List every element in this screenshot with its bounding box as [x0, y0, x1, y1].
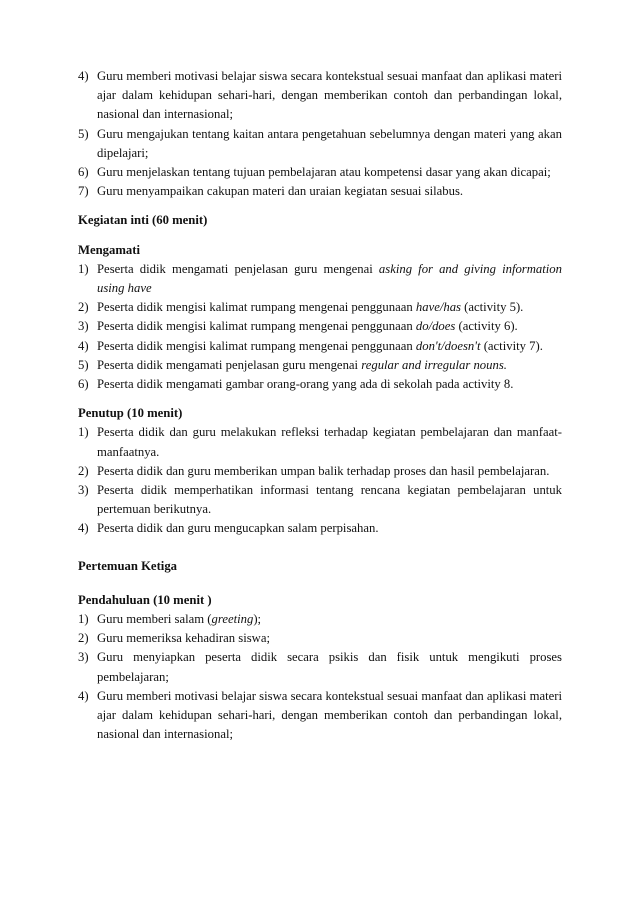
- item-number: 1): [78, 425, 89, 440]
- item-number: 3): [78, 319, 89, 334]
- item-emphasis: have/has: [415, 300, 461, 315]
- intro-list: [78, 67, 562, 201]
- list-item: [78, 260, 562, 298]
- list-item: [78, 298, 562, 317]
- item-number: 6): [78, 377, 89, 392]
- section-heading-pendahuluan: Pendahuluan (10 menit ): [78, 592, 212, 607]
- list-item: [78, 687, 562, 745]
- list-item: [78, 610, 562, 629]
- item-text-after: );: [253, 612, 262, 627]
- item-text: Guru memeriksa kehadiran siswa;: [97, 631, 270, 646]
- item-number: 6): [78, 165, 89, 180]
- list-item: [78, 375, 562, 394]
- list-item: [78, 462, 562, 481]
- item-text: Guru memberi salam (: [97, 612, 212, 627]
- list-item: [78, 356, 562, 375]
- item-number: 7): [78, 184, 89, 199]
- item-text: Guru memberi motivasi belajar siswa secara kontekstual sesuai manfaat dan aplikasi materi ajar dalam kehidupan sehari-hari, dengan memberikan contoh dan perbandingan lokal, nasional dan internasional;: [97, 688, 562, 742]
- penutup-list: [78, 423, 562, 538]
- item-text-after: (activity 6).: [455, 319, 518, 334]
- list-item: [78, 481, 562, 519]
- item-text: Peserta didik mengamati penjelasan guru mengenai: [97, 357, 362, 372]
- list-item: [78, 648, 562, 686]
- item-number: 4): [78, 688, 89, 703]
- item-number: 2): [78, 463, 89, 478]
- section-heading-penutup: Penutup (10 menit): [78, 406, 183, 421]
- list-item: [78, 182, 562, 201]
- item-number: 5): [78, 126, 89, 141]
- item-number: 3): [78, 483, 89, 498]
- item-number: 4): [78, 69, 89, 83]
- item-text: Guru menjelaskan tentang tujuan pembelajaran atau kompetensi dasar yang akan dicapai;: [97, 165, 551, 180]
- list-item: [78, 423, 562, 461]
- item-emphasis: don't/doesn't: [415, 338, 481, 353]
- item-text: Peserta didik mengisi kalimat rumpang mengenai penggunaan: [97, 319, 416, 334]
- item-number: 3): [78, 650, 89, 665]
- item-emphasis: greeting: [211, 612, 254, 627]
- list-item: [78, 317, 562, 336]
- item-text: Peserta didik dan guru melakukan refleksi terhadap kegiatan pembelajaran dan manfaat-manfaatnya.: [97, 425, 562, 459]
- item-text: Peserta didik mengisi kalimat rumpang mengenai penggunaan: [97, 338, 416, 353]
- item-number: 1): [78, 261, 89, 276]
- pendahuluan-list: [78, 610, 562, 744]
- item-text: Peserta didik dan guru mengucapkan salam perpisahan.: [97, 521, 379, 536]
- item-number: 4): [78, 338, 89, 353]
- item-emphasis: do/does: [415, 319, 456, 334]
- item-text: Peserta didik mengamati gambar orang-orang yang ada di sekolah pada activity 8.: [97, 377, 514, 392]
- item-text: Peserta didik mengisi kalimat rumpang mengenai penggunaan: [97, 300, 416, 315]
- item-text: Peserta didik mengamati penjelasan guru mengenai: [97, 261, 379, 276]
- item-text-after: (activity 7).: [480, 338, 543, 353]
- item-number: 5): [78, 357, 89, 372]
- list-item: [78, 125, 562, 163]
- item-number: 2): [78, 631, 89, 646]
- section-heading-kegiatan-inti: Kegiatan inti (60 menit): [78, 213, 208, 228]
- item-text: Guru memberi motivasi belajar siswa secara kontekstual sesuai manfaat dan aplikasi materi ajar dalam kehidupan sehari-hari, dengan memberikan contoh dan perbandingan lokal, nasional dan internasional;: [97, 69, 562, 122]
- section-heading-mengamati: Mengamati: [78, 242, 141, 257]
- item-text: Guru menyiapkan peserta didik secara psikis dan fisik untuk mengikuti proses pembelajaran;: [97, 650, 562, 684]
- document-page: [78, 67, 562, 745]
- list-item: [78, 629, 562, 648]
- list-item: [78, 519, 562, 538]
- item-text: Guru menyampaikan cakupan materi dan uraian kegiatan sesuai silabus.: [97, 184, 464, 199]
- list-item: [78, 337, 562, 356]
- item-emphasis: regular and irregular nouns.: [361, 357, 507, 372]
- item-number: 1): [78, 612, 89, 627]
- item-text-after: (activity 5).: [460, 300, 524, 315]
- list-item: [78, 163, 562, 182]
- mengamati-list: [78, 260, 562, 394]
- section-heading-pertemuan-ketiga: Pertemuan Ketiga: [78, 558, 178, 573]
- item-number: 4): [78, 521, 89, 536]
- item-text: Guru mengajukan tentang kaitan antara pengetahuan sebelumnya dengan materi yang akan dipelajari;: [97, 126, 562, 160]
- item-emphasis: asking for and giving information using have: [97, 261, 562, 296]
- item-text: Peserta didik memperhatikan informasi tentang rencana kegiatan pembelajaran untuk pertemuan berikutnya.: [97, 483, 562, 517]
- item-number: 2): [78, 300, 89, 315]
- list-item: [78, 67, 562, 125]
- item-text: Peserta didik dan guru memberikan umpan balik terhadap proses dan hasil pembelajaran.: [97, 463, 550, 478]
